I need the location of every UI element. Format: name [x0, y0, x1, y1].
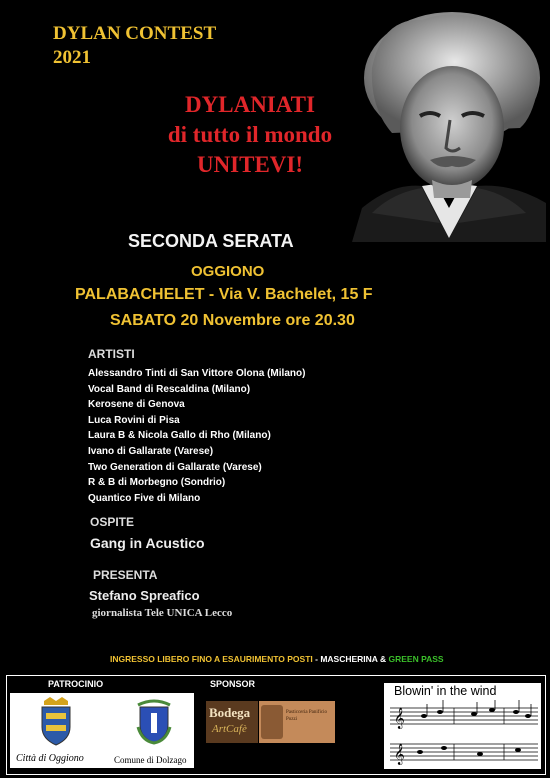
entry-notice-greenpass: GREEN PASS	[388, 654, 444, 664]
dylan-portrait-image	[352, 8, 546, 242]
contest-year: 2021	[53, 47, 91, 68]
dolzago-crest-icon	[134, 697, 174, 745]
artist-item: Alessandro Tinti di San Vittore Olona (Milano)	[88, 368, 306, 379]
artist-item: R & B di Morbegno (Sondrio)	[88, 477, 226, 489]
patrocinio-panel	[10, 693, 194, 768]
host-role: giornalista Tele UNICA Lecco	[92, 607, 233, 619]
artist-item: Luca Rovini di Pisa	[88, 414, 180, 426]
pasticceria-photo	[261, 705, 283, 739]
oggiono-label: Città di Oggiono	[16, 753, 84, 764]
music-staff-icon	[384, 700, 541, 768]
event-city: OGGIONO	[191, 263, 265, 280]
oggiono-crest-icon	[36, 695, 76, 747]
event-date: SABATO 20 Novembre ore 20.30	[110, 312, 355, 329]
entry-notice-free: INGRESSO LIBERO FINO A ESAURIMENTO POSTI	[110, 654, 313, 664]
bodega-name: Bodega	[209, 705, 251, 720]
pasticceria-logo	[259, 701, 335, 743]
sponsor-label: SPONSOR	[210, 679, 256, 689]
artist-item: Quantico Five di Milano	[88, 492, 201, 504]
serata-heading: SECONDA SERATA	[128, 231, 294, 251]
artists-list	[88, 366, 305, 506]
artist-item: Kerosene di Genova	[88, 399, 185, 411]
sheet-music-title: Blowin' in the wind	[394, 684, 497, 698]
slogan-line-1: DYLANIATI	[185, 92, 315, 117]
entry-notice-mask: - MASCHERINA &	[312, 654, 389, 664]
host-heading: PRESENTA	[93, 568, 158, 582]
entry-notice	[110, 654, 444, 664]
dolzago-label: Comune di Dolzago	[114, 755, 187, 765]
svg-text:𝄞: 𝄞	[394, 708, 405, 729]
artcafe-name: ArtCafè	[212, 723, 247, 735]
event-venue: PALABACHELET - Via V. Bachelet, 15 F	[75, 286, 373, 303]
host-name: Stefano Spreafico	[89, 588, 200, 603]
guest-heading: OSPITE	[90, 515, 135, 529]
svg-text:𝄞: 𝄞	[394, 744, 405, 765]
patrocinio-label: PATROCINIO	[48, 679, 104, 689]
slogan-line-3: UNITEVI!	[196, 152, 304, 177]
slogan-line-2: di tutto il mondo	[167, 122, 333, 147]
pasticceria-name: Pasticceria Panificio Pozzi	[286, 710, 327, 722]
artist-item: Vocal Band di Rescaldina (Milano)	[88, 383, 251, 395]
artist-item: Two Generation di Gallarate (Varese)	[88, 461, 262, 473]
artist-item: Ivano di Gallarate (Varese)	[88, 445, 214, 457]
guest-name: Gang in Acustico	[90, 535, 205, 551]
bodega-logo	[206, 701, 258, 743]
artist-item: Laura B & Nicola Gallo di Rho (Milano)	[88, 430, 271, 442]
sheet-music-panel	[384, 683, 541, 769]
contest-title: DYLAN CONTEST	[53, 23, 217, 44]
artists-heading: ARTISTI	[88, 347, 135, 361]
